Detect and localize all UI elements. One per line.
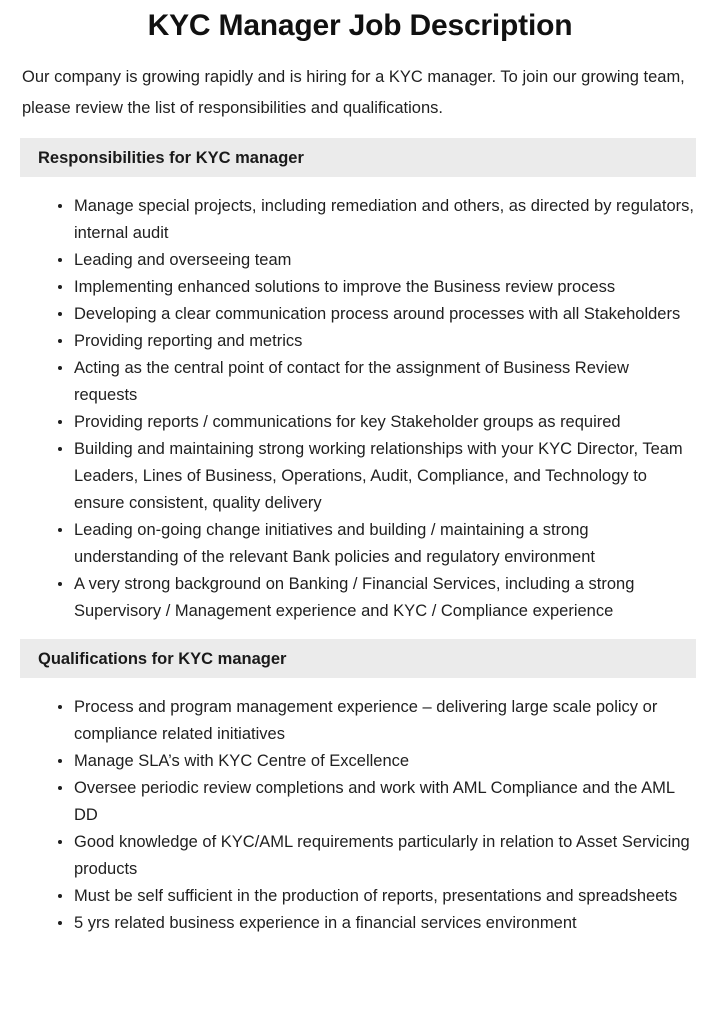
- section-header-qualifications: [20, 639, 696, 678]
- section-header-title: Qualifications for KYC manager: [38, 649, 287, 668]
- list-item: Oversee periodic review completions and work with AML Compliance and the AML DD: [58, 775, 696, 829]
- list-item: Leading and overseeing team: [58, 247, 696, 274]
- section-header-responsibilities: [20, 138, 696, 177]
- list-item: A very strong background on Banking / Financial Services, including a strong Supervisory / Management experience and KYC / Compliance experience: [58, 571, 696, 625]
- section-header-title: Responsibilities for KYC manager: [38, 148, 304, 167]
- list-item: Implementing enhanced solutions to improve the Business review process: [58, 274, 696, 301]
- section-qualifications: [0, 639, 720, 937]
- list-item: Must be self sufficient in the production of reports, presentations and spreadsheets: [58, 883, 696, 910]
- responsibilities-list: [0, 177, 720, 625]
- list-item: Building and maintaining strong working relationships with your KYC Director, Team Leaders, Lines of Business, Operations, Audit, Compliance, and Technology to ensure consistent, quality delivery: [58, 436, 696, 517]
- intro-paragraph: Our company is growing rapidly and is hiring for a KYC manager. To join our growing team, please review the list of responsibilities and qualifications.: [22, 68, 685, 117]
- list-item: Leading on-going change initiatives and building / maintaining a strong understanding of the relevant Bank policies and regulatory environment: [58, 517, 696, 571]
- list-item: Acting as the central point of contact for the assignment of Business Review requests: [58, 355, 696, 409]
- list-item: Process and program management experience – delivering large scale policy or compliance related initiatives: [58, 694, 696, 748]
- list-item: 5 yrs related business experience in a financial services environment: [58, 910, 696, 937]
- qualifications-list: [0, 678, 720, 937]
- list-item: Providing reports / communications for key Stakeholder groups as required: [58, 409, 696, 436]
- list-item: Providing reporting and metrics: [58, 328, 696, 355]
- list-item: Manage special projects, including remediation and others, as directed by regulators, internal audit: [58, 193, 696, 247]
- page-title: KYC Manager Job Description: [147, 9, 573, 42]
- list-item: Good knowledge of KYC/AML requirements particularly in relation to Asset Servicing products: [58, 829, 696, 883]
- list-item: Manage SLA’s with KYC Centre of Excellence: [58, 748, 696, 775]
- section-responsibilities: [0, 138, 720, 625]
- list-item: Developing a clear communication process around processes with all Stakeholders: [58, 301, 696, 328]
